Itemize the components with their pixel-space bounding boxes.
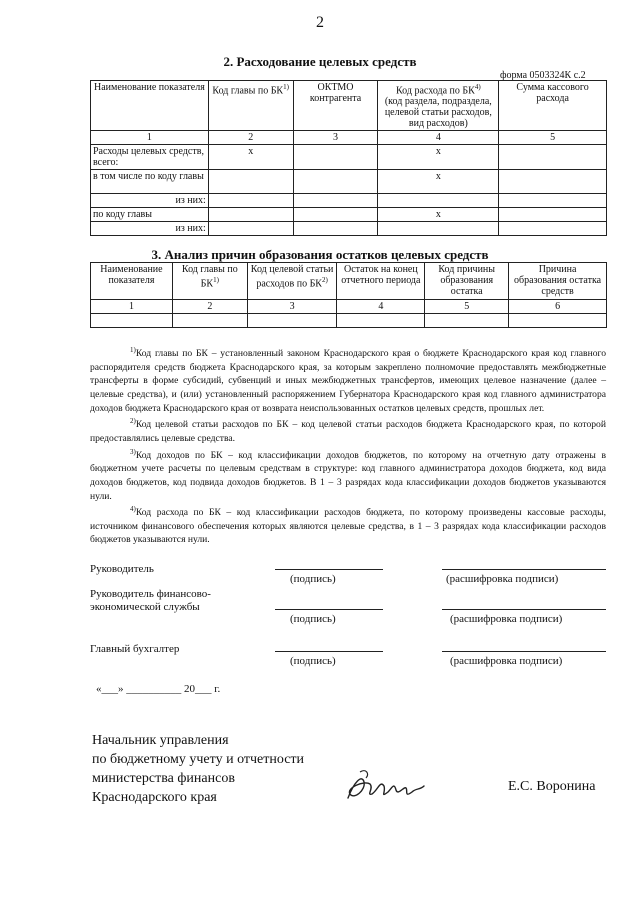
table-cell xyxy=(247,314,337,328)
header-cell: Код расхода по БК$^{4)}$ (код раздела, подраздела, целевой статьи расходов, вид расходов) xyxy=(378,81,499,131)
table-cell xyxy=(293,145,378,170)
table-row xyxy=(91,194,607,208)
remainders-table xyxy=(90,262,607,328)
column-number: 3 xyxy=(247,300,337,314)
header-cell: Наименование показателя xyxy=(91,263,173,300)
column-number: 1 xyxy=(91,131,209,145)
table-cell: x xyxy=(378,170,499,194)
table-cell xyxy=(172,314,247,328)
footnote: $^{3)}$Код доходов по БК – код классификации доходов бюджетов, по которому на отчетную дату отражены в бюджетном учете расчеты по целевым средствам в структуре: код главного администратора доходов бюджета, код вида доходов бюджетов, код подвида доходов бюджетов. В 1 – 3 разрядах кода классификации доходов бюджетов указываются нули. xyxy=(90,447,606,502)
table-header-row xyxy=(91,263,607,300)
header-cell: Причина образования остатка средств xyxy=(509,263,607,300)
signature-caption: (подпись) xyxy=(290,613,336,625)
decoding-line xyxy=(442,609,606,610)
column-number-row xyxy=(91,300,607,314)
table-cell xyxy=(208,222,293,236)
row-label: в том числе по коду главы xyxy=(91,170,209,194)
table-cell xyxy=(378,194,499,208)
chief-title-line: Начальник управления xyxy=(92,733,229,748)
footnote: $^{1)}$Код главы по БК – установленный законом Краснодарского края о бюджете Краснодарского края код главного распорядителя средств бюджета Краснодарского края, за которым закреплено полномочие предоставлять межбюджетные трансферты в форме субсидий, субвенций и иных межбюджетных трансфертов, имеющих целевое назначение (далее – целевые средства), и (или) установленный распоряжением Губернатора Краснодарского края код главного администратора доходов бюджета Краснодарского края от возврата неиспользованных остатков целевых средств, прошлых лет. xyxy=(90,346,606,414)
column-number: 3 xyxy=(293,131,378,145)
row-label: по коду главы xyxy=(91,208,209,222)
column-number: 5 xyxy=(499,131,607,145)
row-label: из них: xyxy=(91,194,209,208)
chief-title-line: по бюджетному учету и отчетности xyxy=(92,752,305,767)
handwritten-signature xyxy=(340,760,430,810)
column-number: 4 xyxy=(337,300,425,314)
column-number: 2 xyxy=(172,300,247,314)
table-cell xyxy=(293,194,378,208)
decoding-caption: (расшифровка подписи) xyxy=(450,613,563,625)
table-cell xyxy=(499,145,607,170)
table-cell: x xyxy=(378,145,499,170)
table-cell xyxy=(293,222,378,236)
decoding-caption: (расшифровка подписи) xyxy=(450,655,563,667)
column-number: 6 xyxy=(509,300,607,314)
table-cell xyxy=(293,170,378,194)
head-label: Руководитель xyxy=(90,563,154,575)
table-cell xyxy=(91,314,173,328)
header-cell: Наименование показателя xyxy=(91,81,209,131)
table-cell xyxy=(208,194,293,208)
form-code: форма 0503324К с.2 xyxy=(500,70,586,81)
header-cell: Код главы по БК$^{1)}$ xyxy=(208,81,293,131)
table-cell xyxy=(499,170,607,194)
column-number-row xyxy=(91,131,607,145)
decoding-line xyxy=(442,569,606,570)
table-cell xyxy=(499,208,607,222)
chief-title-line: министерства финансов xyxy=(92,771,235,786)
section2-title: 2. Расходование целевых средств xyxy=(223,54,417,69)
date-line: «___» __________ 20___ г. xyxy=(96,683,221,695)
header-cell: ОКТМО контрагента xyxy=(293,81,378,131)
row-label: из них: xyxy=(91,222,209,236)
header-cell: Код целевой статьи расходов по БК$^{2)}$ xyxy=(247,263,337,300)
fin-head-label: Руководитель финансово- xyxy=(90,588,211,600)
signature-line xyxy=(275,569,383,570)
table-row xyxy=(91,314,607,328)
fin-head-label: экономической службы xyxy=(90,601,200,613)
footnotes xyxy=(90,344,606,547)
footnote: $^{2)}$Код целевой статьи расходов по БК – код целевой статьи расходов бюджета Краснодарского края, по которой предоставлялись целевые средства. xyxy=(90,417,606,444)
column-number: 4 xyxy=(378,131,499,145)
accountant-label: Главный бухгалтер xyxy=(90,643,180,655)
table-cell xyxy=(499,222,607,236)
header-cell: Код причины образования остатка xyxy=(425,263,509,300)
decoding-caption: (расшифровка подписи) xyxy=(446,573,559,585)
decoding-line xyxy=(442,651,606,652)
footnote: $^{4)}$Код расхода по БК – код классификации расходов бюджета, по которому произведены кассовые расходы, источником финансового обеспечения которых являются целевые средства, в 1 – 3 разрядах кода классификации расходов бюджетов указываются нули. xyxy=(90,505,606,546)
table-cell xyxy=(337,314,425,328)
table-row xyxy=(91,222,607,236)
table-cell xyxy=(293,208,378,222)
column-number: 2 xyxy=(208,131,293,145)
page-number: 2 xyxy=(316,14,324,31)
column-number: 1 xyxy=(91,300,173,314)
table-cell xyxy=(509,314,607,328)
section3-title: 3. Анализ причин образования остатков целевых средств xyxy=(151,247,489,262)
table-row xyxy=(91,208,607,222)
signature-caption: (подпись) xyxy=(290,573,336,585)
column-number: 5 xyxy=(425,300,509,314)
table-cell xyxy=(425,314,509,328)
table-cell xyxy=(208,208,293,222)
chief-title xyxy=(92,731,304,807)
signature-caption: (подпись) xyxy=(290,655,336,667)
header-cell: Остаток на конец отчетного периода xyxy=(337,263,425,300)
table-cell xyxy=(499,194,607,208)
signature-line xyxy=(275,609,383,610)
expenses-table xyxy=(90,80,607,236)
chief-name: Е.С. Воронина xyxy=(508,779,596,794)
table-row xyxy=(91,170,607,194)
table-row xyxy=(91,145,607,170)
signature-line xyxy=(275,651,383,652)
table-header-row xyxy=(91,81,607,131)
chief-title-line: Краснодарского края xyxy=(92,790,217,805)
header-cell: Сумма кассового расхода xyxy=(499,81,607,131)
header-cell: Код главы по БК$^{1)}$ xyxy=(172,263,247,300)
table-cell xyxy=(378,222,499,236)
table-cell xyxy=(208,170,293,194)
table-cell: x xyxy=(378,208,499,222)
row-label: Расходы целевых средств, всего: xyxy=(91,145,209,170)
table-cell: x xyxy=(208,145,293,170)
